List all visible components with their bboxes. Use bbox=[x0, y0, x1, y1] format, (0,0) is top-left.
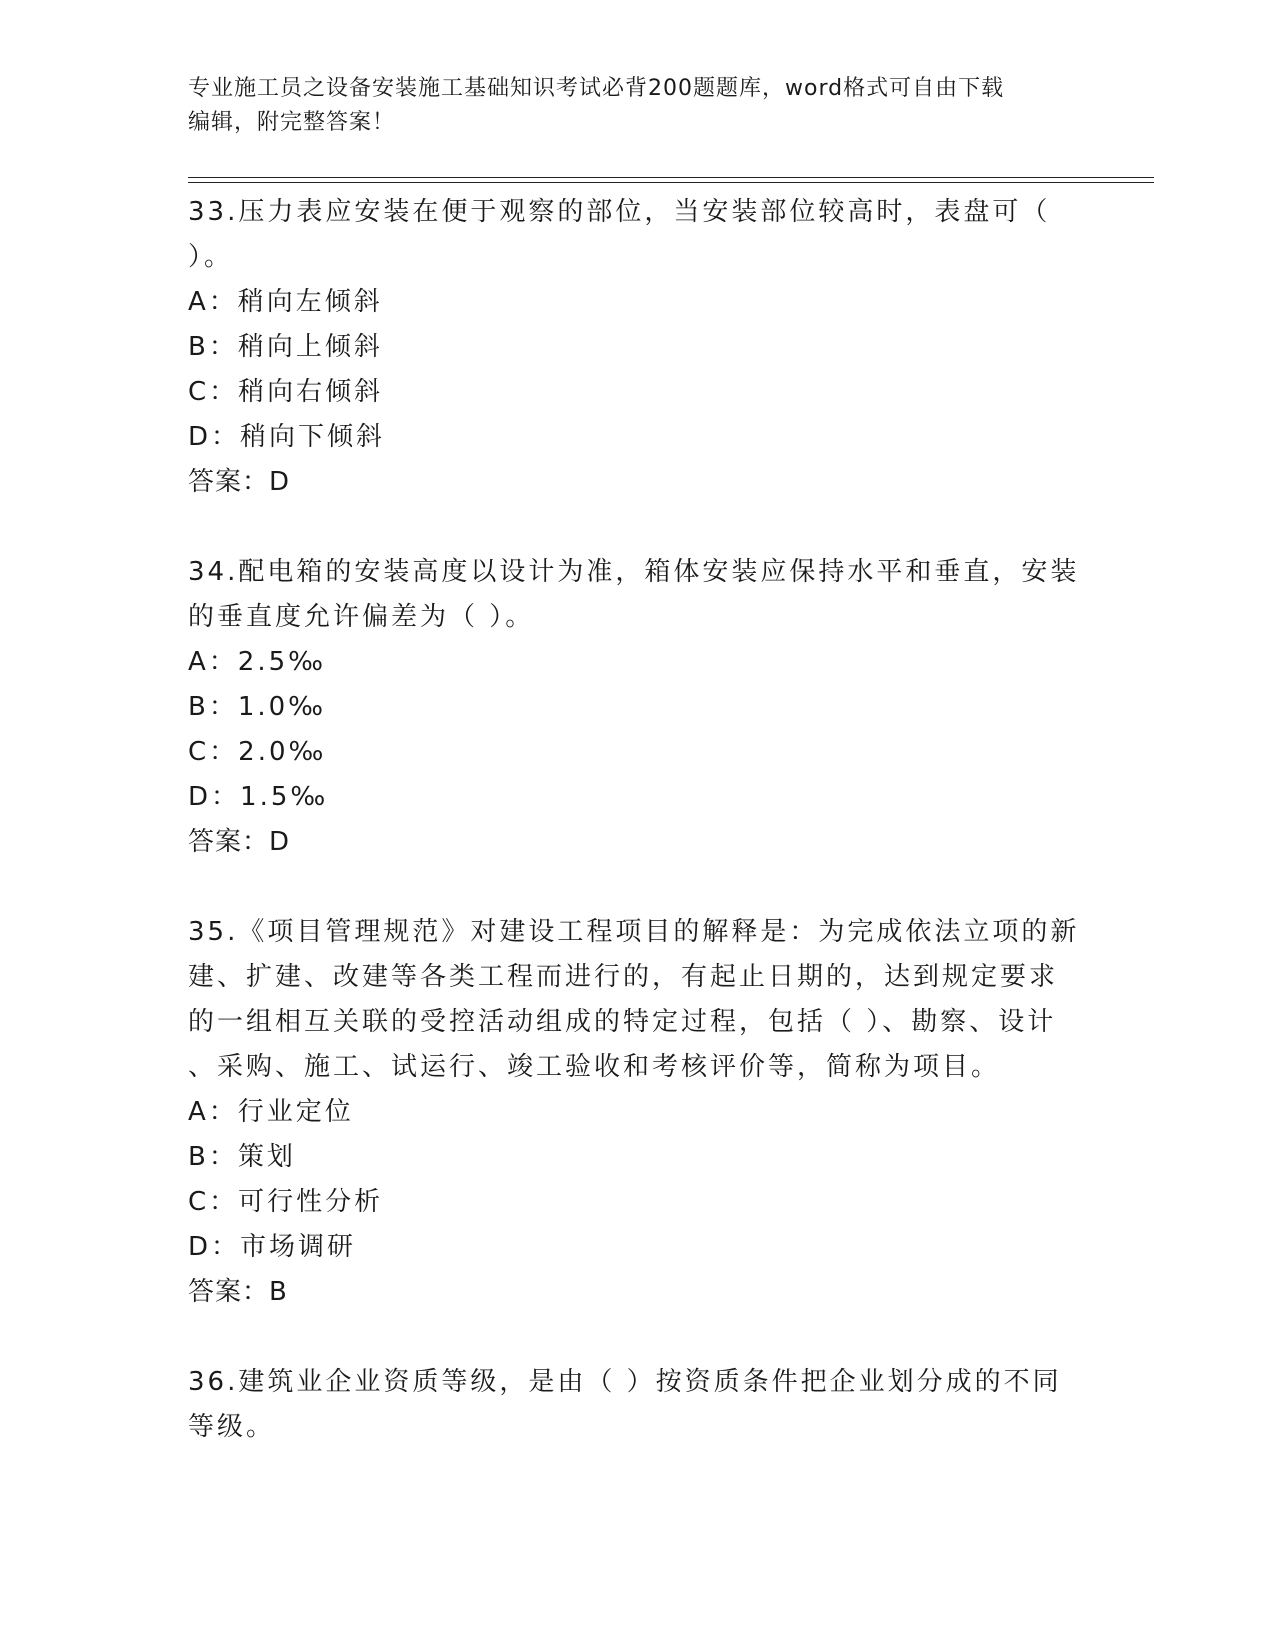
question-stem: 34.配电箱的安装高度以设计为准，箱体安装应保持水平和垂直，安装 的垂直度允许偏差为（ ）。 bbox=[188, 557, 1080, 632]
question-33 bbox=[188, 190, 1088, 505]
header-divider-top bbox=[188, 177, 1154, 178]
answer: 答案：D bbox=[188, 467, 291, 497]
option-b: B：稍向上倾斜 bbox=[188, 332, 383, 362]
option-a: A：2.5‰ bbox=[188, 647, 327, 677]
option-a: A：稍向左倾斜 bbox=[188, 287, 383, 317]
option-c: C：稍向右倾斜 bbox=[188, 377, 384, 407]
option-c: C：可行性分析 bbox=[188, 1187, 384, 1217]
option-d: D：1.5‰ bbox=[188, 782, 329, 812]
question-list bbox=[188, 190, 1088, 1450]
option-b: B：策划 bbox=[188, 1142, 296, 1172]
header-divider-bottom bbox=[188, 182, 1154, 183]
question-stem: 35.《项目管理规范》对建设工程项目的解释是：为完成依法立项的新 建、扩建、改建等各类工程而进行的，有起止日期的，达到规定要求 的一组相互关联的受控活动组成的特定过程，包括（ ）、勘察、设计 、采购、施工、试运行、竣工验收和考核评价等，简称为项目。 bbox=[188, 917, 1080, 1082]
question-35 bbox=[188, 910, 1088, 1315]
answer: 答案：B bbox=[188, 1277, 288, 1307]
option-d: D：稍向下倾斜 bbox=[188, 422, 386, 452]
answer: 答案：D bbox=[188, 827, 291, 857]
question-stem: 36.建筑业企业资质等级，是由（ ）按资质条件把企业划分成的不同 等级。 bbox=[188, 1367, 1062, 1442]
question-36 bbox=[188, 1360, 1088, 1450]
option-d: D：市场调研 bbox=[188, 1232, 357, 1262]
option-c: C：2.0‰ bbox=[188, 737, 327, 767]
option-b: B：1.0‰ bbox=[188, 692, 327, 722]
document-header: 专业施工员之设备安装施工基础知识考试必背200题题库，word格式可自由下载 编辑，附完整答案！ bbox=[188, 76, 1005, 135]
option-a: A：行业定位 bbox=[188, 1097, 354, 1127]
question-stem: 33.压力表应安装在便于观察的部位，当安装部位较高时，表盘可（ ）。 bbox=[188, 197, 1051, 272]
question-34 bbox=[188, 550, 1088, 865]
